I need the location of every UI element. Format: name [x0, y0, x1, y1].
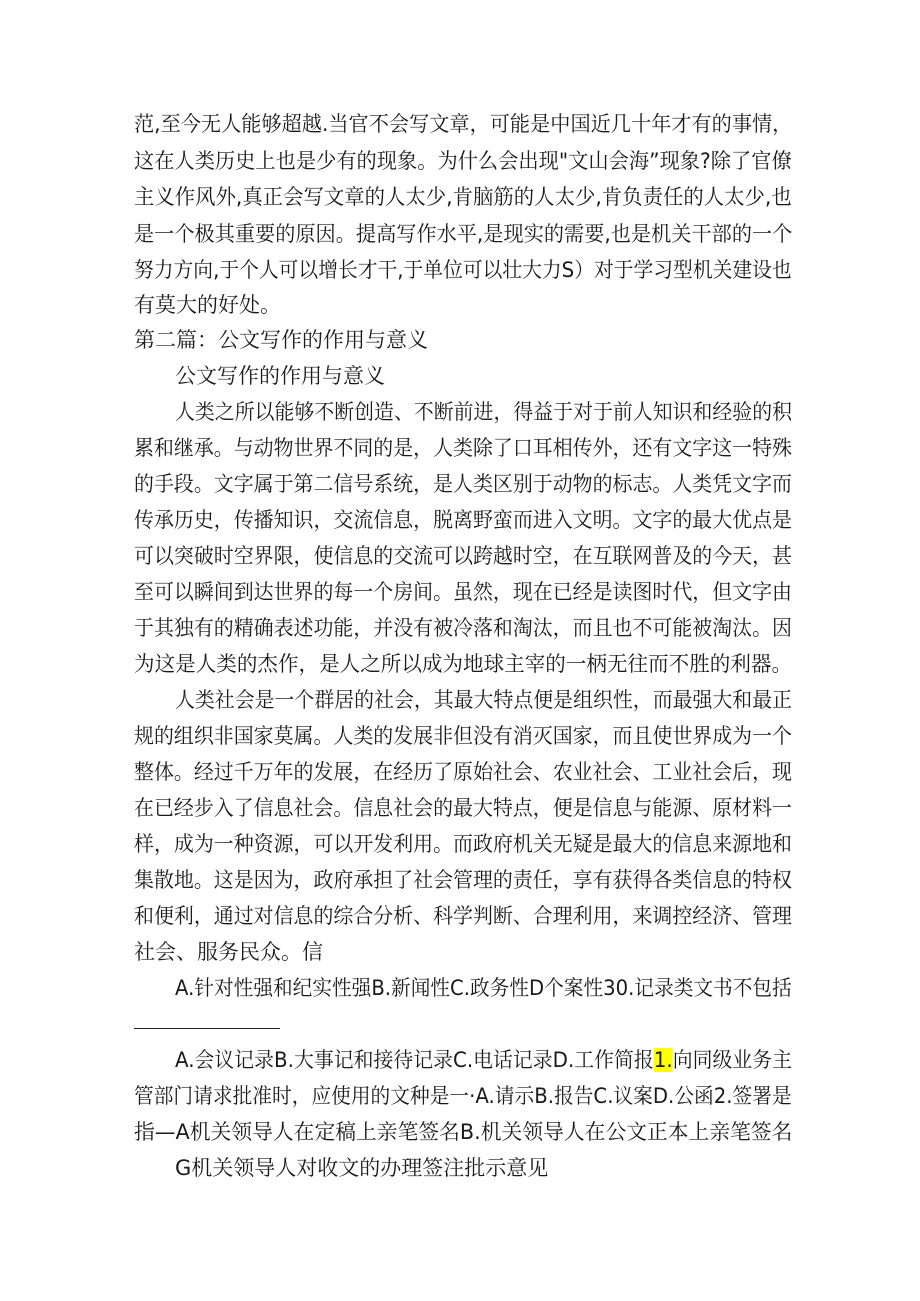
- quiz-text: 向同级业务主: [672, 1048, 792, 1072]
- highlighted-number: 1.: [653, 1048, 673, 1072]
- quiz-text: A.会议记录B.大事记和接待记录C.电话记录D.工作简报: [175, 1048, 654, 1072]
- paragraph-line: 累和继承。与动物世界不同的是，人类除了口耳相传外，还有文字这一特殊: [134, 436, 793, 460]
- paragraph-line: 范,至今无人能够超越.当官不会写文章，可能是中国近几十年才有的事情，: [134, 112, 793, 136]
- paragraph-line: 是一个极其重要的原因。提高写作水平,是现实的需要,也是机关干部的一个: [134, 222, 793, 246]
- paragraph-line: 在已经步入了信息社会。信息社会的最大特点，便是信息与能源、原材料一: [134, 796, 793, 820]
- quiz-line: [175, 1046, 792, 1074]
- paragraph-line: 整体。经过千万年的发展，在经历了原始社会、农业社会、工业社会后，现: [134, 760, 793, 784]
- paragraph-line: 的手段。文字属于第二信号系统，是人类区别于动物的标志。人类凭文字而: [134, 472, 793, 496]
- paragraph-line: 至可以瞬间到达世界的每一个房间。虽然，现在已经是读图时代，但文字由: [134, 580, 793, 604]
- paragraph-line: 集散地。这是因为，政府承担了社会管理的责任，享有获得各类信息的特权: [134, 868, 793, 892]
- paragraph-line: 人类之所以能够不断创造、不断前进，得益于对于前人知识和经验的积: [175, 400, 793, 424]
- paragraph-line: 为这是人类的杰作，是人之所以成为地球主宰的一柄无往而不胜的利器。: [134, 652, 793, 676]
- paragraph-line: 社会、服务民众。信: [134, 940, 323, 964]
- paragraph-line: 这在人类历史上也是少有的现象。为什么会出现"文山会海”现象?除了官僚: [134, 149, 792, 173]
- paragraph-line: 主义作风外,真正会写文章的人太少,肯脑筋的人太少,肯负责任的人太少,也: [134, 185, 792, 209]
- section-heading: 第二篇：公文写作的作用与意义: [134, 328, 428, 352]
- paragraph-line: 规的组织非国家莫属。人类的发展非但没有消灭国家，而且使世界成为一个: [134, 724, 793, 748]
- paragraph-line: 于其独有的精确表述功能，并没有被冷落和淘汰，而且也不可能被淘汰。因: [134, 616, 793, 640]
- paragraph-line: 有莫大的好处。: [134, 293, 281, 317]
- quiz-line: A.针对性强和纪实性强B.新闻性C.政务性D个案性30.记录类文书不包括: [175, 976, 792, 1000]
- paragraph-line: 努力方向,于个人可以增长才干,于单位可以壮大力S）对于学习型机关建设也: [134, 258, 792, 282]
- paragraph-line: 样，成为一种资源，可以开发利用。而政府机关无疑是最大的信息来源地和: [134, 832, 793, 856]
- paragraph-line: 可以突破时空界限，使信息的交流可以跨越时空，在互联网普及的今天，甚: [134, 544, 793, 568]
- divider-rule: [134, 1028, 280, 1029]
- sub-heading: 公文写作的作用与意义: [175, 364, 385, 388]
- paragraph-line: 人类社会是一个群居的社会，其最大特点便是组织性，而最强大和最正: [175, 688, 793, 712]
- quiz-line: 指—A机关领导人在定稿上亲笔签名B.机关领导人在公文正本上亲笔签名: [134, 1120, 793, 1144]
- quiz-line: 管部门请求批准时，应使用的文种是一·A.请示B.报告C.议案D.公函2.签署是: [134, 1084, 792, 1108]
- paragraph-line: 传承历史，传播知识，交流信息，脱离野蛮而进入文明。文字的最大优点是: [134, 508, 793, 532]
- quiz-line: G机关领导人对收文的办理签注批示意见: [175, 1156, 549, 1180]
- paragraph-line: 和便利，通过对信息的综合分析、科学判断、合理利用，来调控经济、管理: [134, 904, 793, 928]
